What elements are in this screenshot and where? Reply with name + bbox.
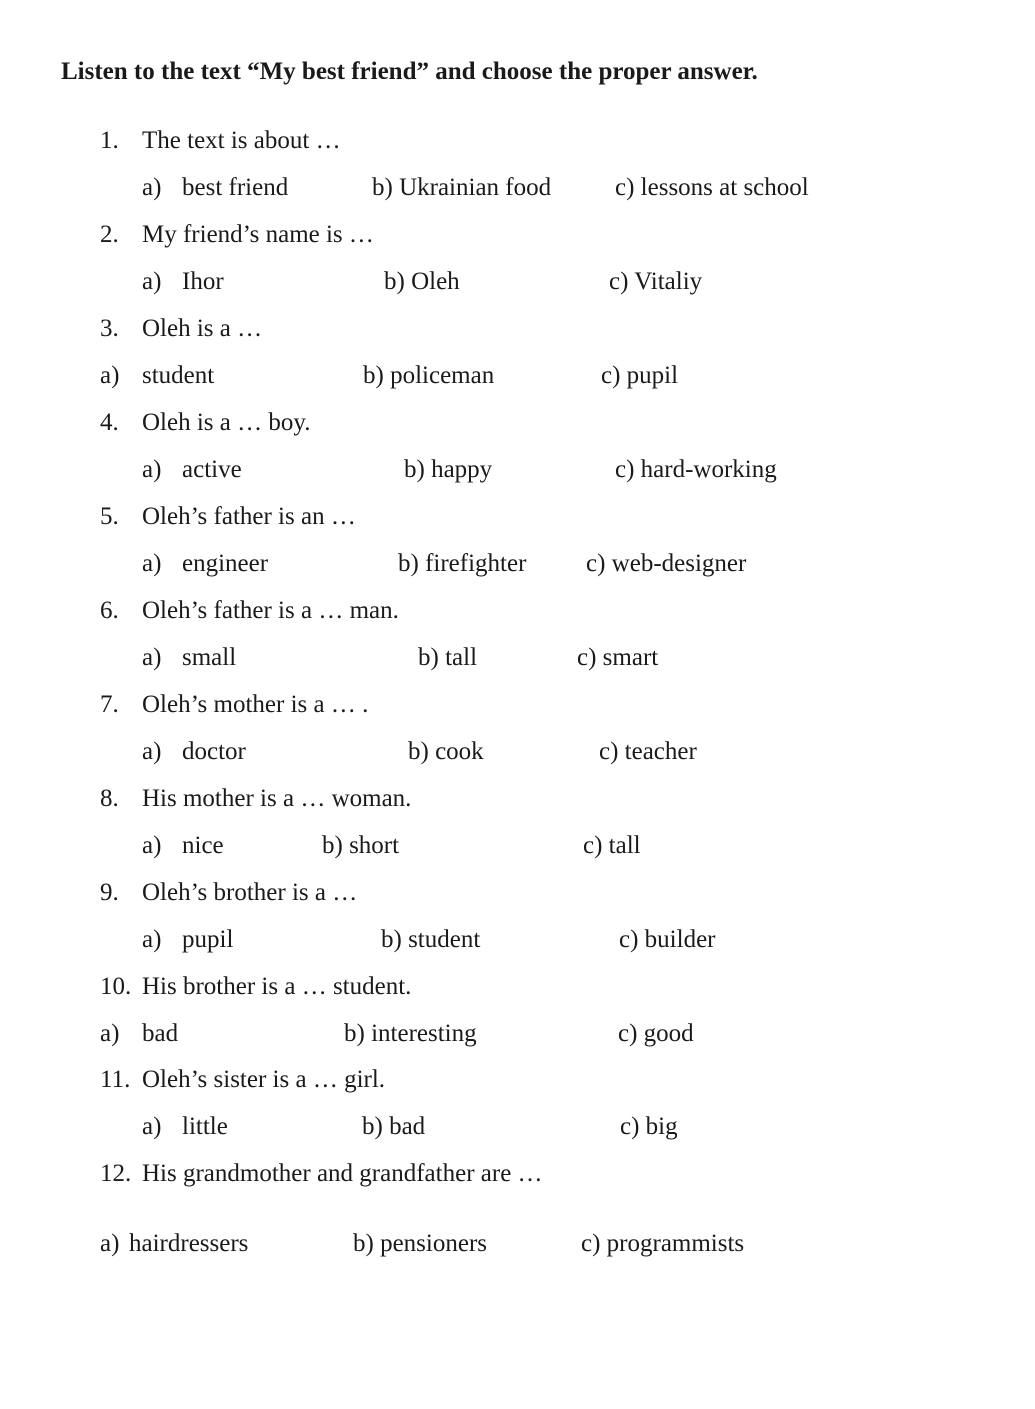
option-c: c) smart	[577, 644, 659, 671]
question-number: 2.	[100, 221, 119, 248]
option-a: small	[182, 644, 237, 671]
option-a: doctor	[182, 738, 246, 765]
option-a: hairdressers	[129, 1230, 249, 1257]
option-b: b) pensioners	[353, 1230, 487, 1257]
option-a: nice	[182, 832, 224, 859]
question-number: 8.	[100, 785, 119, 812]
question-text: Oleh is a …	[142, 315, 263, 342]
option-a-label: a)	[142, 644, 162, 671]
question-number: 4.	[100, 409, 119, 436]
option-c: c) lessons at school	[615, 174, 809, 201]
option-c: c) big	[620, 1113, 678, 1140]
option-a-label: a)	[100, 1230, 120, 1257]
question-number: 1.	[100, 127, 119, 154]
option-b: b) short	[322, 832, 400, 859]
question-text: Oleh’s sister is a … girl.	[142, 1066, 386, 1093]
worksheet-title: Listen to the text “My best friend” and choose the proper answer.	[61, 58, 758, 85]
question-number: 9.	[100, 879, 119, 906]
question-text: Oleh’s brother is a …	[142, 879, 358, 906]
option-b: b) Ukrainian food	[372, 174, 552, 201]
option-b: b) policeman	[363, 362, 495, 389]
option-a: bad	[142, 1020, 179, 1047]
question-text: Oleh’s mother is a … .	[142, 691, 369, 718]
option-c: c) hard-working	[615, 456, 777, 483]
question-text: My friend’s name is …	[142, 221, 374, 248]
option-c: c) Vitaliy	[609, 268, 703, 295]
option-a-label: a)	[142, 174, 162, 201]
option-a: engineer	[182, 550, 269, 577]
option-a-label: a)	[142, 456, 162, 483]
option-b: b) student	[381, 926, 481, 953]
question-number: 7.	[100, 691, 119, 718]
option-a-label: a)	[142, 738, 162, 765]
question-text: Oleh is a … boy.	[142, 409, 311, 436]
option-a: Ihor	[182, 268, 224, 295]
question-text: Oleh’s father is an …	[142, 503, 356, 530]
option-a-label: a)	[142, 926, 162, 953]
option-a-label: a)	[100, 1020, 120, 1047]
question-text: The text is about …	[142, 127, 341, 154]
question-text: Oleh’s father is a … man.	[142, 597, 399, 624]
question-number: 10.	[100, 973, 132, 1000]
option-b: b) bad	[362, 1113, 426, 1140]
option-a-label: a)	[142, 1113, 162, 1140]
option-a-label: a)	[142, 550, 162, 577]
option-a: student	[142, 362, 215, 389]
question-number: 12.	[100, 1160, 132, 1187]
option-a: pupil	[182, 926, 234, 953]
question-number: 5.	[100, 503, 119, 530]
option-b: b) Oleh	[384, 268, 460, 295]
option-c: c) good	[618, 1020, 694, 1047]
option-b: b) interesting	[344, 1020, 477, 1047]
option-c: c) tall	[583, 832, 641, 859]
option-c: c) web-designer	[586, 550, 747, 577]
option-b: b) cook	[408, 738, 484, 765]
option-c: c) pupil	[601, 362, 679, 389]
option-a-label: a)	[100, 362, 120, 389]
question-number: 6.	[100, 597, 119, 624]
option-c: c) builder	[619, 926, 716, 953]
option-b: b) tall	[418, 644, 478, 671]
option-c: c) programmists	[581, 1230, 745, 1257]
option-a: active	[182, 456, 242, 483]
question-number: 3.	[100, 315, 119, 342]
option-c: c) teacher	[599, 738, 697, 765]
question-number: 11.	[100, 1066, 131, 1093]
option-b: b) firefighter	[398, 550, 527, 577]
question-text: His brother is a … student.	[142, 973, 412, 1000]
question-text: His grandmother and grandfather are …	[142, 1160, 543, 1187]
option-a-label: a)	[142, 268, 162, 295]
option-a: little	[182, 1113, 228, 1140]
option-a: best friend	[182, 174, 289, 201]
option-a-label: a)	[142, 832, 162, 859]
option-b: b) happy	[404, 456, 493, 483]
question-text: His mother is a … woman.	[142, 785, 412, 812]
